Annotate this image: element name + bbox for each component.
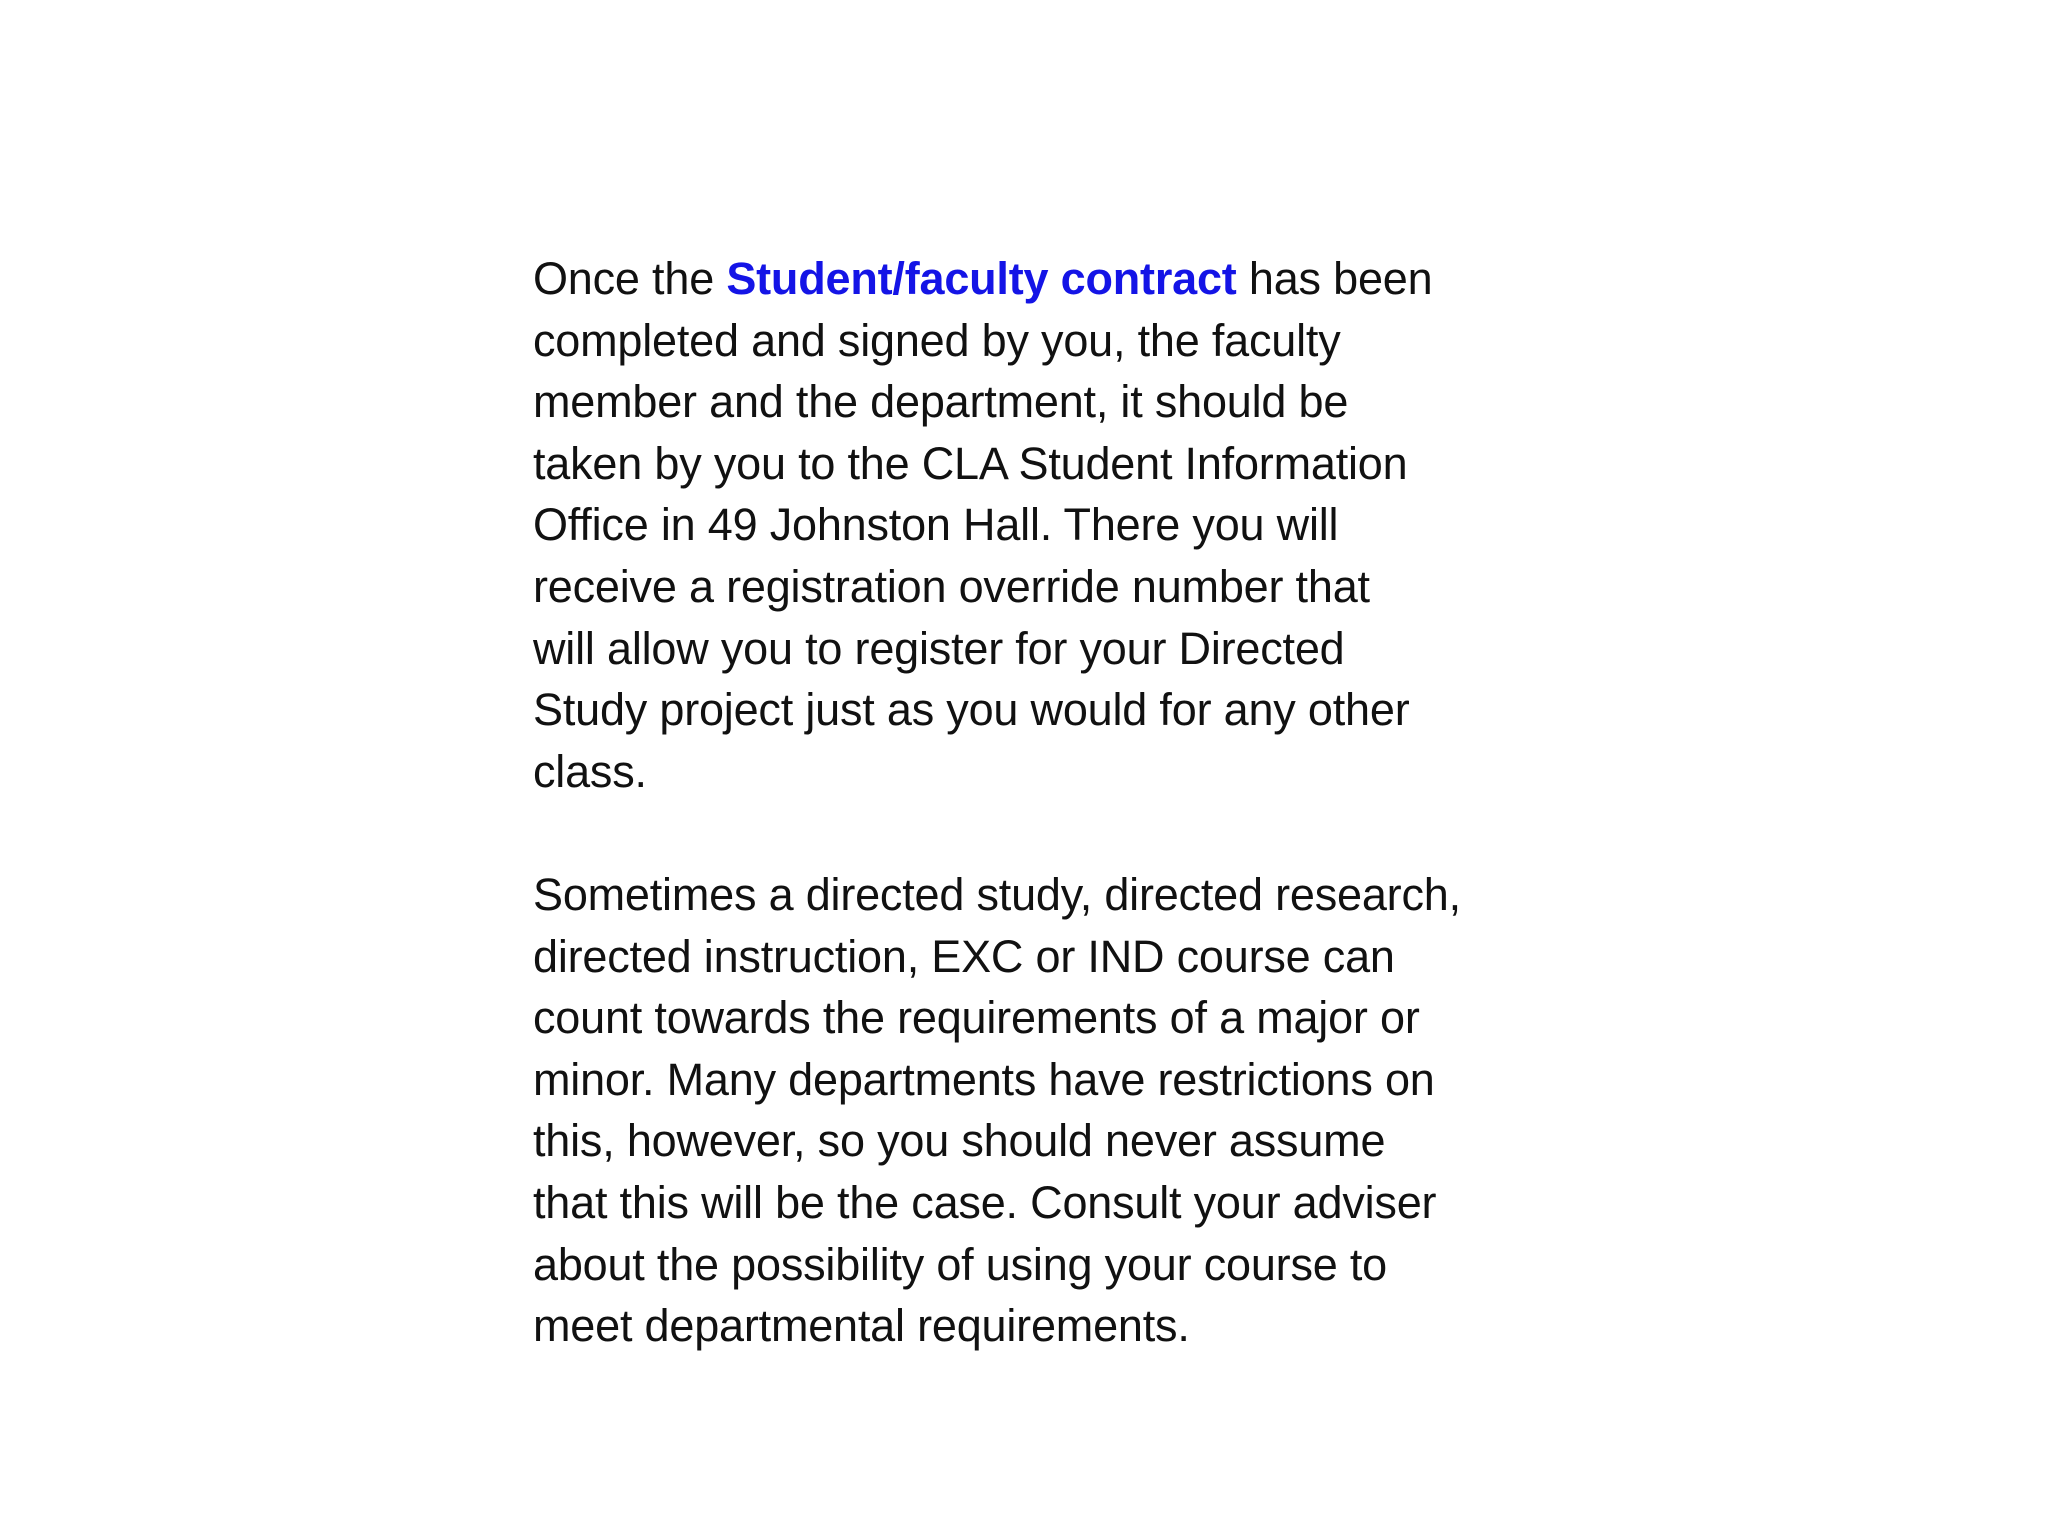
text-line: member and the department, it should be (533, 376, 1349, 428)
text-line (533, 248, 1553, 310)
text-line: Office in 49 Johnston Hall. There you will (533, 499, 1339, 551)
registration-paragraph (533, 248, 1553, 802)
text-segment: has been (1236, 253, 1433, 304)
text-line: meet departmental requirements. (533, 1300, 1190, 1352)
text-line: will allow you to register for your Directed (533, 622, 1345, 674)
text-line: taken by you to the CLA Student Information (533, 437, 1408, 489)
text-line: minor. Many departments have restrictions on (533, 1053, 1435, 1105)
text-line: class. (533, 745, 647, 797)
text-line: this, however, so you should never assume (533, 1115, 1386, 1167)
text-line: completed and signed by you, the faculty (533, 314, 1341, 366)
requirements-paragraph (533, 864, 1553, 1357)
body-text (533, 248, 1553, 1357)
text-line: Study project just as you would for any other (533, 684, 1410, 736)
text-line: receive a registration override number that (533, 560, 1370, 612)
text-line: about the possibility of using your course to (533, 1238, 1387, 1290)
text-line: count towards the requirements of a major or (533, 992, 1420, 1044)
text-segment: Once the (533, 253, 727, 304)
student-faculty-contract-link[interactable]: Student/faculty contract (726, 253, 1237, 304)
text-line: directed instruction, EXC or IND course can (533, 930, 1395, 982)
text-line: that this will be the case. Consult your adviser (533, 1176, 1437, 1228)
text-line: Sometimes a directed study, directed research, (533, 868, 1461, 920)
